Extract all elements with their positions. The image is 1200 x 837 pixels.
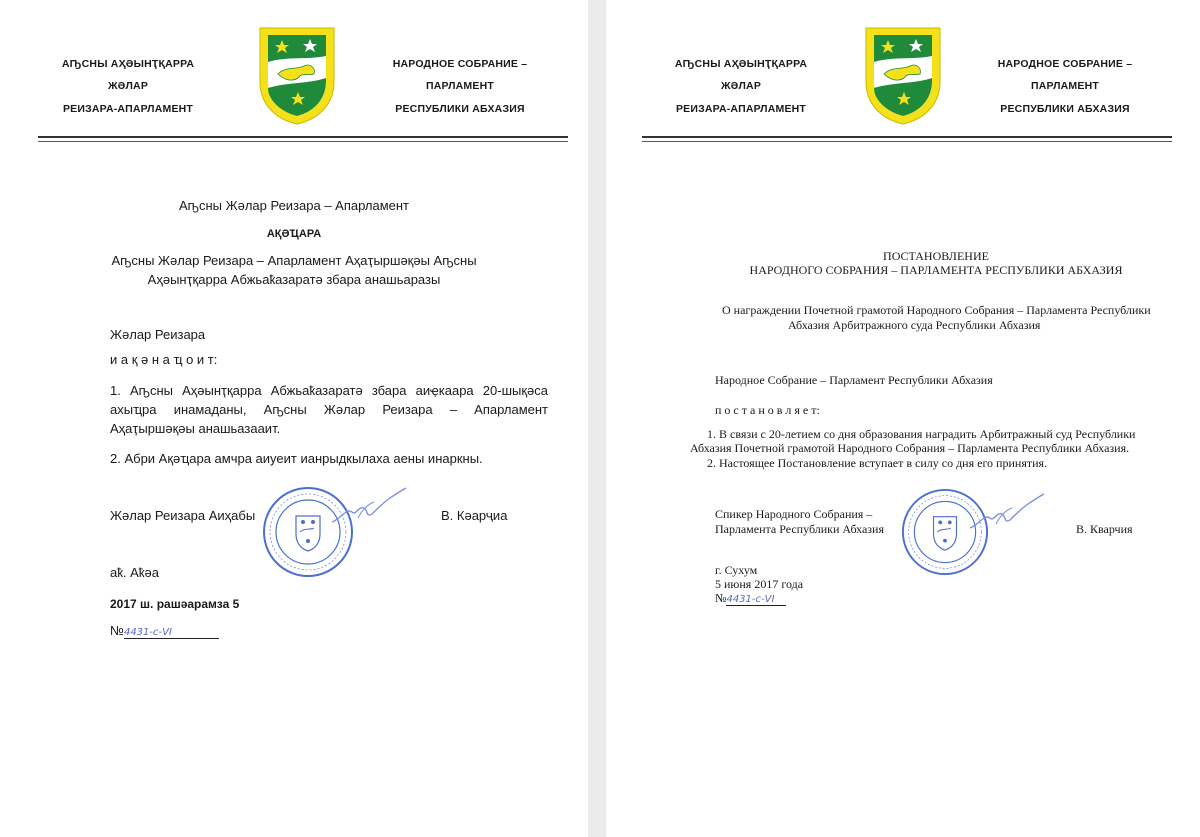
place: г. Сухум — [715, 563, 758, 577]
number-handwritten: 4431-с-VI — [124, 627, 219, 639]
signature-icon — [328, 488, 408, 528]
decision-point-2: 2. Настоящее Постановление вступает в силу со дня его принятия. — [707, 456, 1048, 470]
decision-point-1: 1. Аҧсны Аҳәынҭқарра Абжьаҟазаратә збара аиҿкаара 20-шықәса ахыҵра инамаданы, Аҧсны Жәлар Реизара – Апарламент Аҳаҭыршәқәы анашьазааит. — [110, 383, 548, 436]
header-left-line-3: РЕИЗАРА-АПАРЛАМЕНТ — [675, 103, 807, 115]
document-number — [110, 623, 219, 639]
decision-point-1-line-2: Абхазия Почетной грамотой Народного Собрания – Парламента Республики Абхазия. — [690, 441, 1130, 455]
number-prefix: № — [110, 623, 124, 638]
document-subtitle-line-1: Аҧсны Жәлар Реизара – Апарламент Аҳаҭыршәқәы Аҧсны — [111, 253, 477, 268]
header-right-line-2: ПАРЛАМЕНТ — [426, 80, 494, 92]
header-left-line-3: РЕИЗАРА-АПАРЛАМЕНТ — [62, 103, 194, 115]
header-right-line-3: РЕСПУБЛИКИ АБХАЗИЯ — [395, 103, 525, 115]
signatory-title-line-1: Спикер Народного Собрания – — [715, 507, 873, 521]
abkhaz-document-page — [0, 0, 588, 837]
document-date: 5 июня 2017 года — [715, 577, 804, 591]
decision-point-1-line-1: 1. В связи с 20-летием со дня образования наградить Арбитражный суд Республики — [707, 427, 1136, 441]
header-right-line-1: НАРОДНОЕ СОБРАНИЕ – — [392, 58, 528, 70]
coat-of-arms-icon — [864, 26, 942, 126]
body-intro: Жәлар Реизара — [110, 327, 206, 342]
body-intro: Народное Собрание – Парламент Республики Абхазия — [715, 373, 993, 387]
document-title: Аҧсны Жәлар Реизара – Апарламент — [178, 198, 410, 213]
header-divider-thin — [38, 141, 568, 142]
document-number — [715, 591, 786, 606]
subject-line-1: О награждении Почетной грамотой Народного Собрания – Парламента Республики — [722, 303, 1151, 317]
russian-document-page — [606, 0, 1200, 837]
header-divider-thin — [642, 141, 1172, 142]
header-right-line-3: РЕСПУБЛИКИ АБХАЗИЯ — [1000, 103, 1130, 115]
header-left-line-2: ЖӘЛАР — [107, 80, 149, 92]
place: аҟ. Аҟәа — [110, 565, 159, 580]
decision-word: и а қ ә н а ҵ о и т: — [110, 352, 218, 367]
header-divider — [38, 136, 568, 138]
header-left-line-1: АҦСНЫ АҲӘЫНҬҚАРРА — [61, 58, 195, 70]
document-type: АҚӘҴАРА — [266, 228, 322, 240]
decision-word: п о с т а н о в л я е т: — [715, 403, 820, 417]
number-prefix: № — [715, 591, 727, 605]
signatory-title-line-2: Парламента Республики Абхазия — [715, 522, 884, 536]
header-right-line-1: НАРОДНОЕ СОБРАНИЕ – — [997, 58, 1133, 70]
number-handwritten: 4431-с-VI — [726, 594, 786, 606]
header-left-line-1: АҦСНЫ АҲӘЫНҬҚАРРА — [674, 58, 808, 70]
coat-of-arms-icon — [258, 26, 336, 126]
document-date: 2017 ш. рашәарамза 5 — [110, 597, 240, 611]
document-title-line-2: НАРОДНОГО СОБРАНИЯ – ПАРЛАМЕНТА РЕСПУБЛИКИ АБХАЗИЯ — [749, 263, 1123, 277]
signatory-title: Жәлар Реизара Аиҳабы — [110, 508, 256, 523]
header-right-line-2: ПАРЛАМЕНТ — [1031, 80, 1099, 92]
signatory-name: В. Кварчия — [1076, 522, 1133, 536]
header-left-line-2: ЖӘЛАР — [720, 80, 762, 92]
signatory-name: В. Кәарҷиа — [441, 508, 508, 523]
signature-icon — [966, 494, 1046, 534]
header-divider — [642, 136, 1172, 138]
document-subtitle-line-2: Аҳәынҭқарра Абжьаҟазаратә збара анашьаразы — [147, 272, 441, 287]
subject-line-2: Абхазия Арбитражного суда Республики Абхазия — [788, 318, 1041, 332]
decision-point-2: 2. Абри Ақәҵара амчра аиуеит ианрыдкылаха аены инаркны. — [110, 451, 483, 466]
document-title-line-1: ПОСТАНОВЛЕНИЕ — [883, 249, 989, 263]
